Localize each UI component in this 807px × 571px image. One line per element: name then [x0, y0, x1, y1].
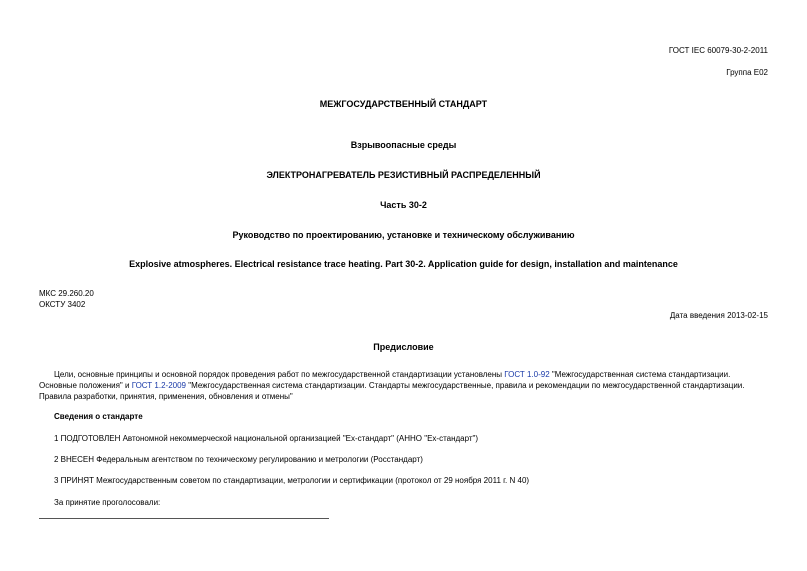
product-title: ЭЛЕКТРОНАГРЕВАТЕЛЬ РЕЗИСТИВНЫЙ РАСПРЕДЕЛЕННЫЙ	[266, 170, 541, 180]
okstu-code: ОКСТУ 3402	[39, 300, 86, 309]
mks-code: МКС 29.260.20	[39, 289, 94, 298]
preface-text-2: "Межгосударственная система стандартизации. Основные положения" и	[39, 370, 731, 390]
info-item-2: 2 ВНЕСЕН Федеральным агентством по техническому регулированию и метрологии (Росстандарт)	[54, 455, 423, 464]
preface-heading: Предисловие	[373, 342, 434, 352]
voted-label: За принятие проголосовали:	[54, 498, 161, 507]
group-code: Группа Е02	[726, 68, 768, 77]
english-title: Explosive atmospheres. Electrical resistance trace heating. Part 30-2. Application guide for design, installation and maintenance	[129, 259, 678, 269]
subject-title: Взрывоопасные среды	[350, 140, 457, 150]
preface-paragraph	[39, 369, 769, 402]
gost-1-2-2009-link[interactable]: ГОСТ 1.2-2009	[131, 381, 186, 390]
gost-1-0-92-link[interactable]: ГОСТ 1.0-92	[504, 370, 550, 379]
info-heading: Сведения о стандарте	[54, 412, 143, 421]
part-title: Часть 30-2	[380, 200, 427, 210]
guide-title: Руководство по проектированию, установке и техническому обслуживанию	[232, 230, 575, 240]
doc-number: ГОСТ IEC 60079-30-2-2011	[668, 46, 768, 55]
info-item-3: 3 ПРИНЯТ Межгосударственным советом по стандартизации, метрологии и сертификации (протокол от 29 ноября 2011 г. N 40)	[54, 476, 530, 485]
intro-date: Дата введения 2013-02-15	[669, 311, 768, 320]
preface-text-1: Цели, основные принципы и основной порядок проведения работ по межгосударственной стандартизации установлены	[54, 370, 505, 379]
info-item-1: 1 ПОДГОТОВЛЕН Автономной некоммерческой национальной организацией "Ех-стандарт" (АННО "Ех-стандарт")	[54, 434, 479, 443]
preface-text-3: "Межгосударственная система стандартизации. Стандарты межгосударственные, правила и рекомендации по межгосударственной стандартизации. Правила разработки, принятия, применения, обновления и отмены"	[39, 381, 745, 401]
divider-line	[39, 518, 329, 519]
standard-type-title: МЕЖГОСУДАРСТВЕННЫЙ СТАНДАРТ	[319, 99, 488, 109]
